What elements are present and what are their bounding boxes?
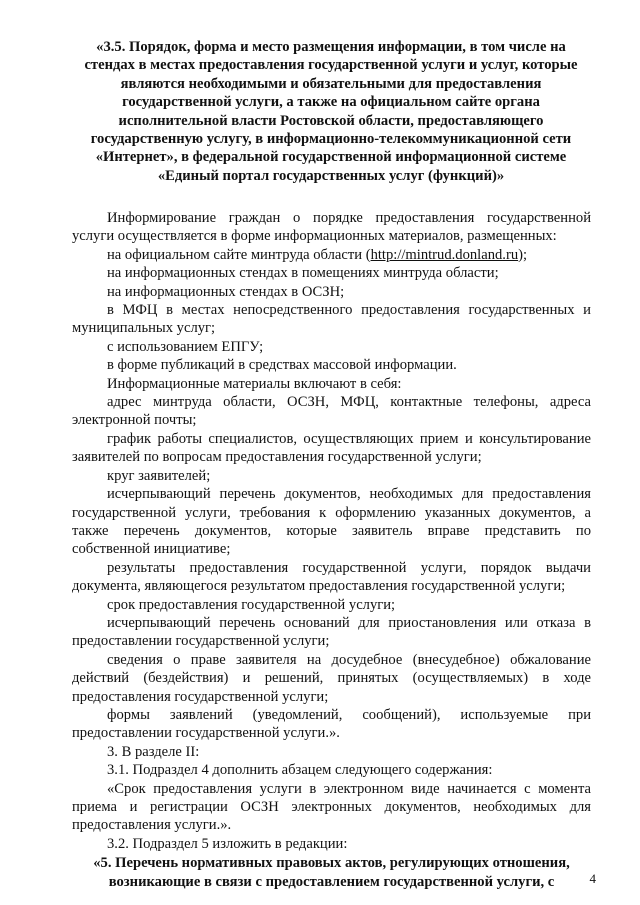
paragraph: график работы специалистов, осуществляющих прием и консультирование заявителей по вопросам предоставления государственной услуги; (72, 430, 591, 466)
paragraph: в МФЦ в местах непосредственного предоставления государственных и муниципальных услуг; (72, 302, 591, 337)
paragraph-website (72, 246, 591, 264)
paragraph-text: ); (518, 246, 528, 263)
paragraph: на информационных стендах в ОСЗН; (107, 283, 345, 300)
document-body (72, 209, 591, 891)
paragraph: 3.1. Подраздел 4 дополнить абзацем следующего содержания: (107, 762, 493, 779)
paragraph: круг заявителей; (107, 467, 211, 484)
paragraph: «Срок предоставления услуги в электронном виде начинается с момента приема и регистрации ОСЗН электронных документов, необходимых для предоставления услуги.». (72, 780, 591, 834)
page-number: 4 (589, 871, 596, 886)
paragraph: срок предоставления государственной услуги; (107, 596, 396, 613)
paragraph: 3. В разделе II: (107, 743, 200, 760)
paragraph-text: на официальном сайте минтруда области ( (107, 246, 371, 263)
paragraph: в форме публикаций в средствах массовой информации. (107, 357, 457, 374)
paragraph: 3.2. Подраздел 5 изложить в редакции: (107, 835, 348, 852)
section-heading: «3.5. Порядок, форма и место размещения информации, в том числе на стендах в местах предоставления государственной услуги и услуг, которые являются необходимыми и обязательными для предоставления государственной услуги, а также на официальном сайте органа исполнительной власти Ростовской области, предоставляющего государственную услугу, в информационно-телекоммуникационной сети «Интернет», в федеральной государственной информационной системе «Единый портал государственных услуг (функций)» (84, 39, 578, 184)
paragraph: адрес минтруда области, ОСЗН, МФЦ, контактные телефоны, адреса электронной почты; (72, 394, 591, 429)
paragraph: с использованием ЕПГУ; (107, 338, 264, 355)
paragraph: на информационных стендах в помещениях минтруда области; (107, 265, 499, 282)
paragraph: сведения о праве заявителя на досудебное (внесудебное) обжалование действий (бездействия) и решений, принятых (осуществляемых) в ходе предоставления государственной услуги; (72, 651, 591, 705)
paragraph: формы заявлений (уведомлений, сообщений), используемые при предоставлении государственной услуги.». (72, 706, 591, 742)
paragraph: результаты предоставления государственной услуги, порядок выдачи документа, являющегося результатом предоставления государственной услуги; (72, 559, 591, 595)
paragraph: исчерпывающий перечень оснований для приостановления или отказа в предоставлении государственной услуги; (72, 614, 591, 650)
website-link[interactable]: http://mintrud.donland.ru (370, 246, 519, 263)
paragraph: исчерпывающий перечень документов, необходимых для предоставления государственной услуги, требования к оформлению указанных документов, а также перечень документов, которые заявитель вправе представить по собственной инициативе; (72, 486, 591, 558)
subsection-heading: «5. Перечень нормативных правовых актов, регулирующих отношения, возникающие в связи с предоставлением государственной услуги, с (93, 855, 570, 890)
paragraph: Информационные материалы включают в себя: (107, 375, 402, 392)
paragraph: Информирование граждан о порядке предоставления государственной услуги осуществляется в форме информационных материалов, размещенных: (72, 210, 591, 245)
